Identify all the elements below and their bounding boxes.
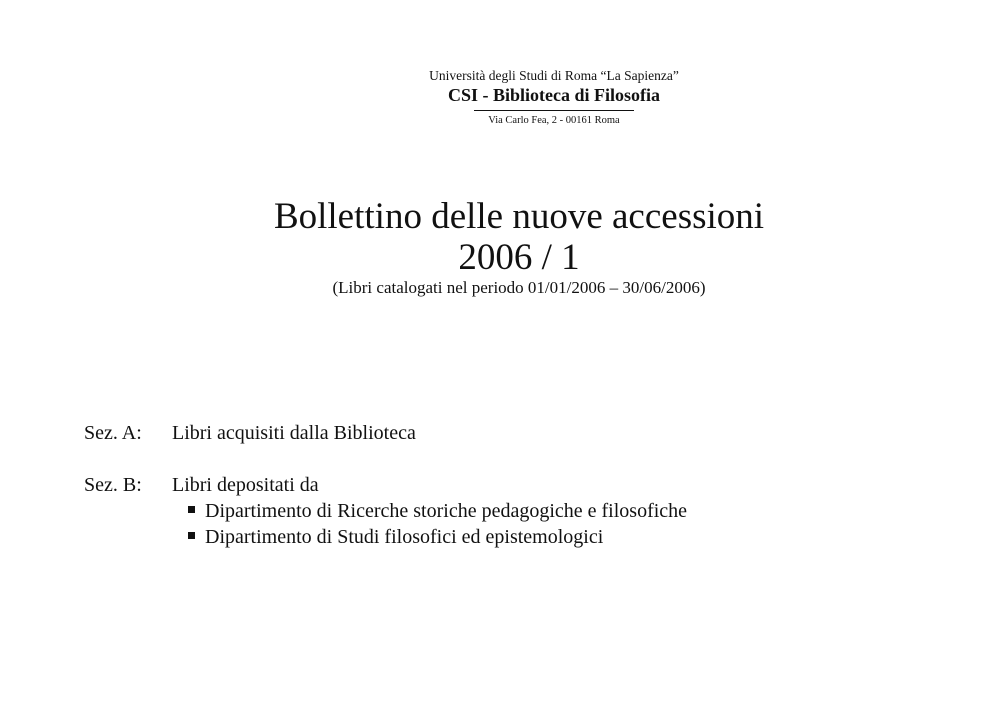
section-a-label: Sez. A: [84,422,142,444]
department-name: Dipartimento di Ricerche storiche pedagogiche e filosofiche [205,500,688,522]
square-bullet-icon [188,532,195,539]
list-item [188,498,687,524]
department-name: Dipartimento di Studi filosofici ed epistemologici [205,526,604,548]
university-name: Università degli Studi di Roma “La Sapienza” [429,68,679,83]
section-b-text: Libri depositati da [172,474,319,496]
bulletin-title-block [0,196,992,298]
bulletin-issue: 2006 / 1 [458,237,580,278]
section-b [84,472,687,550]
library-address: Via Carlo Fea, 2 - 00161 Roma [488,115,620,126]
square-bullet-icon [188,506,195,513]
list-item [188,524,687,550]
section-b-heading [84,472,687,498]
section-b-departments [84,498,687,550]
library-name: CSI - Biblioteca di Filosofia [447,85,660,105]
bulletin-title: Bollettino delle nuove accessioni [273,196,765,237]
section-b-label: Sez. B: [84,474,142,496]
bulletin-period: (Libri catalogati nel periodo 01/01/2006 – 30/06/2006) [332,278,706,297]
sections-list [84,420,687,550]
section-a-text: Libri acquisiti dalla Biblioteca [172,422,416,444]
section-a [84,420,687,446]
header-divider [474,110,634,111]
letterhead [0,68,992,127]
